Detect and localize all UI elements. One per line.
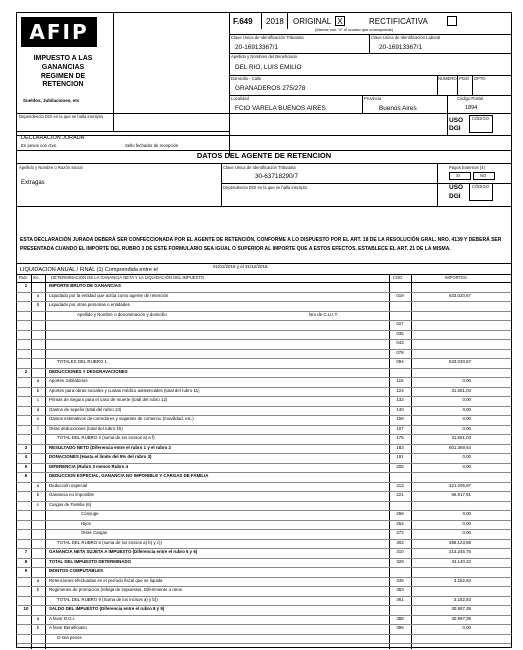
row-inciso: b [36, 625, 40, 630]
row-inciso: a [36, 615, 40, 621]
row-description: Liquidado por la entidad que actúa como agente de retención [49, 292, 169, 298]
row-description: SALDO DEL IMPUESTO (Diferencia entre el rubro 8 y 9) [49, 606, 165, 611]
row-description: A favor Beneficiario [49, 625, 87, 630]
table-row [17, 597, 511, 607]
beneficiary-province: Buenos Aires [379, 105, 417, 112]
row-inciso: f [37, 425, 39, 431]
row-code: 396 [396, 625, 404, 630]
beneficiary-address: GRANADEROS 275/278 [235, 85, 306, 92]
numero-label: NÚMERO [438, 76, 457, 81]
row-inciso: b [36, 587, 40, 592]
rectificativa-label: RECTIFICATIVA [369, 17, 428, 26]
table-row [17, 492, 511, 502]
table-row [17, 350, 511, 360]
calculation-table [17, 283, 511, 644]
row-rubro: 2 [24, 368, 28, 374]
table-row [17, 445, 511, 455]
notice-text: ESTA DECLARACIÓN JURADA DEBERÁ SER CONFECCIONADA POR EL AGENTE DE RETENCIÓN, CONFORME A LO DISPUESTO POR EL ART. 18 DE LA RESOLUCIÓN GRAL. NRO. 4139 Y DEBERÁ SER PRESENTADA CUANDO EL IMPORTE DEL RUBRO 3 DE ESTE FORMULARIO SEA IGUAL O SUPERIOR AL IMPORTE QUE A ESTOS EFECTOS, ESTABLECE EL ART. 21 DE LA MISMA. [20, 237, 502, 252]
locality-label: Localidad [231, 96, 249, 101]
table-row [17, 587, 511, 597]
row-code: 221 [396, 492, 404, 497]
row-amount: 0,00 [462, 530, 471, 535]
row-description: TOTAL DEL IMPUESTO DETERMINADO [49, 558, 132, 564]
row-code: 019 [396, 292, 404, 298]
codigo-label: CÓDIGO [472, 116, 489, 121]
table-row [17, 464, 511, 474]
table-row [17, 293, 511, 303]
row-description: Cónyuge [81, 511, 99, 516]
row-amount: 34.140,22 [451, 558, 471, 564]
row-description: Gastos de sepelio (total del rubro 13) [49, 406, 122, 412]
table-row [17, 321, 511, 331]
table-row [17, 359, 511, 369]
form-number: F.649 [233, 17, 253, 26]
row-description: Otras deducciones (total del rubro 15) [49, 425, 123, 431]
mark-hint: (Marcar con "X" el cuadro que corresponda) [315, 27, 393, 32]
row-code: 353 [396, 587, 404, 592]
table-row [17, 606, 511, 616]
row-code: 078 [396, 349, 404, 355]
table-row [17, 625, 511, 635]
row-code: 132 [396, 397, 404, 402]
table-row [17, 378, 511, 388]
row-code: 043 [396, 340, 404, 345]
subheader-name: Apellido y Nombre o denominación y domicilio [77, 311, 167, 317]
table-row [17, 340, 511, 350]
table-row [17, 521, 511, 531]
row-code: 027 [396, 321, 404, 326]
row-amount: 633.020,67 [449, 292, 471, 298]
province-label: Provincia [364, 96, 382, 101]
row-amount: 633.020,67 [449, 359, 471, 364]
table-row [17, 473, 511, 483]
table-row [17, 426, 511, 436]
agent-uso-label: USO [449, 184, 464, 191]
row-description: Cargas de Familia (6) [49, 501, 92, 507]
row-amount: 0,00 [462, 425, 471, 431]
cuil-label: Clave Única de Identificación Laboral [371, 35, 441, 40]
row-inciso: a [36, 482, 40, 488]
row-inciso: d [36, 406, 40, 412]
col-desc: DETERMINACIÓN DE LA GANANCIA NETA Y LA LIQUIDACIÓN DEL IMPUESTO [51, 275, 205, 280]
form-title-line: REGIMEN DE [40, 72, 86, 80]
row-amount: 321.205,97 [449, 482, 471, 488]
row-inciso: c [36, 501, 40, 507]
row-description: Regímenes de promoción (rebaja de impuestos, Diferimiento u otros [49, 587, 183, 592]
row-inciso: a [36, 577, 40, 583]
agent-codigo-label: CÓDIGO [472, 184, 489, 189]
row-code: 035 [396, 330, 404, 336]
row-amount: 0,00 [462, 416, 471, 421]
table-row [17, 435, 511, 445]
row-description: TOTAL DEL RUBRO 2 (suma de los incisos a) a f) [57, 435, 155, 440]
form-subtitle: Sueldos, Jubilaciones, etc [23, 98, 80, 103]
table-row [17, 454, 511, 464]
row-description: DONACIONES (Hasta el límite del 5% del rubro 3) [49, 454, 152, 459]
agent-name-label: Apellido y Nombre o Razón Social [19, 165, 83, 170]
row-description: GANANCIA NETA SUJETA A IMPUESTO (Diferencia entre el rubro 5 y 6) [49, 549, 198, 554]
row-description: A favor D.G.I. [49, 615, 76, 621]
original-label: ORIGINAL [293, 17, 332, 26]
pagos-si[interactable]: SI [456, 173, 460, 178]
row-rubro: 4 [24, 454, 28, 459]
row-code: 124 [396, 387, 404, 393]
table-row [17, 568, 511, 578]
beneficiary-name: DEL RIO, LUIS EMILIO [235, 64, 302, 71]
row-code: 191 [396, 454, 404, 459]
row-rubro: 10 [23, 606, 29, 611]
table-row [17, 578, 511, 588]
row-description: Retenciones efectuadas en el período fiscal que se liquida [49, 577, 163, 583]
row-inciso: b [36, 387, 40, 393]
row-amount: 388.123,88 [449, 539, 471, 545]
row-code: 272 [396, 530, 404, 535]
row-description: Deducción especial [49, 482, 88, 488]
declaration-label: DECLARACION JURADA [21, 135, 85, 141]
address-label: Domicilio - Calle [231, 76, 262, 81]
row-code: 140 [396, 406, 404, 412]
row-code: 345 [396, 577, 404, 583]
table-row [17, 388, 511, 398]
dgi-label: Dependencia DGI en la que se halla inscripto [19, 114, 104, 119]
agent-section-title: DATOS DEL AGENTE DE RETENCION [196, 151, 332, 160]
table-row [17, 283, 511, 293]
row-code: 264 [396, 520, 404, 526]
row-amount: 0,00 [462, 463, 471, 469]
subheader-cuit: Nro de C.U.I.T. [309, 311, 339, 317]
col-inc: Inc. [33, 275, 40, 280]
row-amount: 0,00 [462, 378, 471, 383]
row-code: 175 [396, 435, 404, 440]
row-inciso: b [36, 492, 40, 497]
row-code: 302 [396, 539, 404, 545]
row-rubro: 1 [24, 283, 28, 288]
row-description: TOTAL DEL RUBRO 6 (suma de los incisos a) b) y c)) [57, 539, 162, 545]
postal-label: Código Postal [457, 96, 484, 101]
row-description: Aportes Jubilatorios [49, 378, 88, 383]
stamp-label: Sello fechador de recepción [125, 143, 179, 148]
table-row [17, 416, 511, 426]
row-description: MONTOS COMPUTABLES [49, 568, 103, 573]
form-title-line: IMPUESTO A LAS [33, 55, 93, 62]
form-year: 2018 [266, 17, 284, 26]
row-amount: 3.152,83 [453, 577, 471, 583]
form-title-line: GANANCIAS [41, 63, 85, 71]
row-amount: 30.987,39 [451, 606, 471, 611]
col-importes: IMPORTES [445, 275, 467, 280]
copies-label: En pesos con ctvs. [21, 143, 58, 148]
agent-dgi-label: Dependencia DGI en la que se halla inscripto [223, 185, 308, 190]
uso-label: USO [449, 117, 464, 124]
table-row [17, 397, 511, 407]
row-code: 094 [396, 359, 404, 364]
row-description: Otras Cargas [81, 530, 108, 535]
agent-cuit: 30-63718290/7 [255, 173, 298, 180]
beneficiary-postal: 1894 [465, 105, 478, 111]
row-amount: 0,00 [462, 406, 471, 412]
table-row [17, 616, 511, 626]
row-code: 256 [396, 511, 404, 516]
table-row [17, 407, 511, 417]
table-row [17, 549, 511, 559]
piso-label: PISO [459, 76, 470, 81]
row-code: 388 [396, 615, 404, 621]
row-amount: 66.917,91 [451, 492, 471, 497]
form-title-line: RETENCION [42, 81, 84, 89]
row-rubro: 5 [24, 463, 28, 469]
row-rubro: 3 [24, 444, 28, 450]
row-amount: 31.651,03 [451, 435, 471, 440]
row-code: 205 [396, 463, 404, 469]
dgi-word: DGI [449, 125, 461, 132]
beneficiary-cuit: 20-16913367/1 [235, 44, 278, 51]
row-description: TOTAL DEL RUBRO 9 (Suma de los incisos a) y b)) [57, 596, 158, 602]
row-description: TOTALES DEL RUBRO 1 [57, 359, 107, 364]
row-inciso: e [36, 416, 40, 421]
cuit-label: Clave Única de Identificación Tributaria [231, 35, 304, 40]
row-description: Primas de Seguro para el caso de muerte (total del rubro 12) [49, 397, 168, 402]
table-row [17, 331, 511, 341]
col-cod: COD [393, 275, 403, 280]
row-amount: 0,00 [462, 520, 471, 526]
table-subheader [17, 312, 511, 322]
row-description: RESULTADO NETO (Diferencia entre el rubro 1 y el rubro 2 [49, 444, 171, 450]
row-code: 213 [396, 482, 404, 488]
dpto-label: DPTO [474, 76, 486, 81]
form-f649 [16, 12, 512, 648]
table-row [17, 502, 511, 512]
row-description: DIFERENCIA (Rubro 3 menos Rubro 4 [49, 463, 129, 469]
row-amount: 0,00 [462, 397, 471, 402]
logo-text: AFIP [29, 20, 89, 44]
row-code: 361 [396, 596, 404, 602]
row-inciso: b [36, 302, 40, 307]
rectificativa-checkbox[interactable] [447, 16, 457, 26]
row-code: 167 [396, 425, 404, 431]
table-row [17, 483, 511, 493]
row-description: IMPORTE BRUTO DE GANANCIAS [49, 283, 121, 288]
period-value: 01/01/2018 y el 31/12/2018 [213, 264, 268, 269]
row-amount: 601.369,64 [449, 444, 471, 450]
original-checkbox[interactable] [335, 16, 345, 26]
row-description: O sea pesos [57, 634, 82, 640]
row-code: 329 [396, 558, 404, 564]
row-rubro: 8 [24, 558, 28, 564]
table-row [17, 540, 511, 550]
row-description: DEDUCCION ESPECIAL, GANANCIA NO IMPONIBLE Y CARGAS DE FAMILIA [49, 473, 209, 478]
row-amount: 3.152,83 [453, 596, 471, 602]
beneficiary-locality: FCIO VARELA BUENOS AIRES [235, 105, 326, 112]
row-inciso: c [36, 397, 40, 402]
pagos-externos-label: Pagos Externos (4) [449, 165, 485, 170]
row-amount: 0,00 [462, 511, 471, 516]
row-code: 116 [396, 378, 404, 383]
pagos-no[interactable]: NO [480, 173, 487, 178]
row-rubro: 7 [24, 549, 28, 554]
row-code: 159 [396, 416, 404, 421]
row-amount: 213.245,76 [449, 549, 471, 554]
row-amount: 0,00 [462, 625, 471, 630]
row-code: 310 [396, 549, 404, 554]
table-row [17, 369, 511, 379]
table-row [17, 302, 511, 312]
period-label: LIQUIDACION ANUAL / FINAL (1) Comprendida entre el [20, 267, 158, 273]
row-amount: 30.987,39 [451, 615, 471, 621]
row-code: 183 [396, 444, 404, 450]
agent-name: Extragas [21, 180, 45, 186]
row-description: Ganancia no imponible [49, 492, 94, 497]
row-description: Aportes para obras sociales y cuotas médico asistenciales (total del rubro 11) [49, 387, 200, 393]
row-description: Gastos estimativos de corredores y viajantes de comercio (movilidad, etc.) [49, 416, 194, 421]
agent-cuit-label: Clave Única de Identificación Tributaria [223, 165, 296, 170]
table-row [17, 511, 511, 521]
row-inciso: a [36, 292, 40, 298]
row-amount: 31.651,03 [451, 387, 471, 393]
table-row [17, 635, 511, 645]
row-description: Hijos [81, 520, 91, 526]
beneficiary-cuil: 20-16913367/1 [379, 44, 422, 51]
table-row [17, 559, 511, 569]
row-description: Liquidado por otras personas o entidades [49, 302, 130, 307]
original-mark: X [337, 17, 343, 26]
row-description: DEDUCCIONES Y DESGRAVACIONES [49, 368, 128, 374]
row-amount: 0,00 [462, 454, 471, 459]
name-label: Apellido y Nombres del Beneficiario [231, 54, 298, 59]
row-rubro: 6 [24, 473, 28, 478]
table-row [17, 530, 511, 540]
row-rubro: 9 [24, 568, 28, 573]
form-title [19, 55, 107, 90]
row-inciso: a [36, 378, 40, 383]
agent-dgi-word: DGI [449, 193, 461, 200]
col-rub: Rub. [19, 275, 28, 280]
